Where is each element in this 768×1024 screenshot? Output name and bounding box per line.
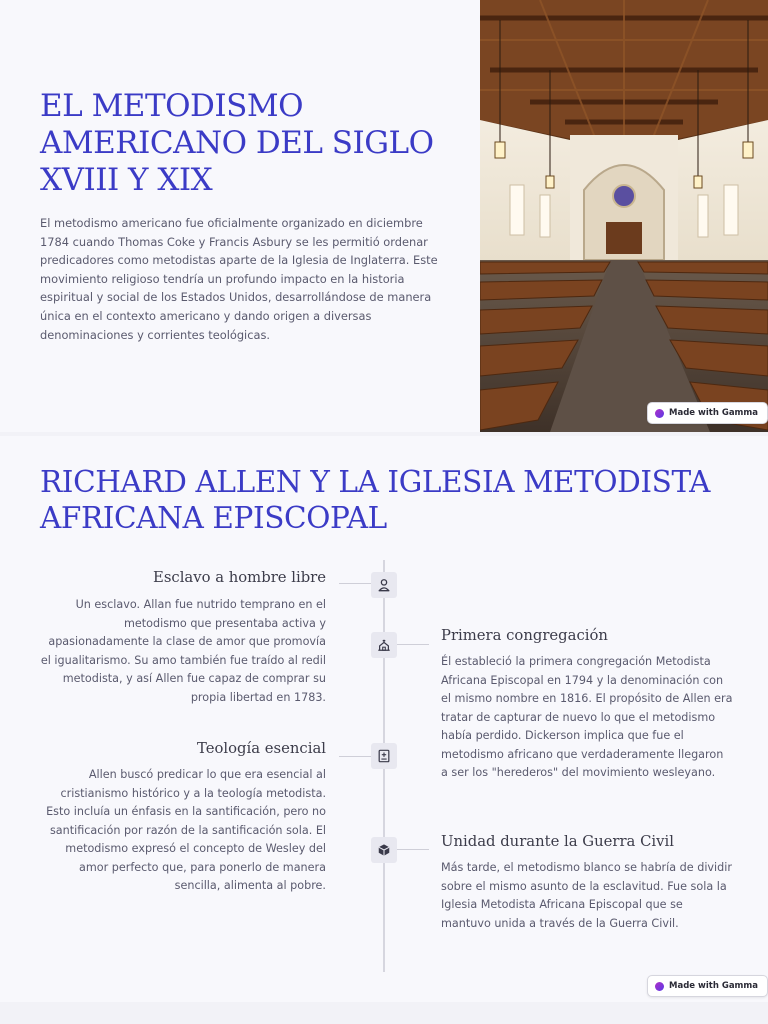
person-icon (377, 578, 391, 592)
timeline-node (371, 632, 397, 658)
event-title: Primera congregación (441, 627, 608, 644)
event-title: Unidad durante la Guerra Civil (441, 833, 674, 850)
gamma-logo-icon (655, 409, 664, 418)
gamma-logo-icon (655, 982, 664, 991)
event-title: Teología esencial (197, 740, 326, 757)
slide-title: RICHARD ALLEN Y LA IGLESIA METODISTA AFRICANA EPISCOPAL (40, 465, 711, 535)
cube-icon (377, 843, 391, 857)
book-icon (377, 749, 391, 763)
intro-paragraph: El metodismo americano fue oficialmente organizado en diciembre 1784 cuando Thomas Coke y Francis Asbury se les permitió ordenar predicadores como metodistas aparte de la Iglesia de Inglaterra. Este movimiento religioso tendría un profundo impacto en la historia espiritual y social de los Estados Unidos, desarrollándose de manera única en el contexto americano y dando origen a diversas denominaciones y corrientes teológicas. (40, 216, 438, 342)
made-with-gamma-badge[interactable] (647, 402, 768, 424)
badge-label: Made with Gamma (669, 408, 759, 418)
made-with-gamma-badge[interactable] (647, 975, 768, 997)
church-interior-image (480, 0, 768, 432)
event-body: Él estableció la primera congregación Metodista Africana Episcopal en 1794 y la denominación con el mismo nombre en 1816. El propósito de Allen era tratar de capturar de nuevo lo que el metodismo había perdido. Dickerson implica que fue el metodismo africano que verdaderamente llegaron a ser los "herederos" del movimiento wesleyano. (441, 655, 733, 779)
event-body: Más tarde, el metodismo blanco se habría de dividir sobre el mismo asunto de la esclavitud. Fue sola la Iglesia Metodista Africana Episcopal que se mantuvo unida a través de la Guerra Civil. (441, 861, 732, 930)
event-title: Esclavo a hombre libre (153, 569, 326, 586)
timeline-node (371, 837, 397, 863)
badge-label: Made with Gamma (669, 981, 759, 991)
timeline-connector (397, 644, 429, 645)
church-icon (377, 638, 391, 652)
timeline-connector (339, 583, 371, 584)
slide-richard-allen (0, 436, 768, 1002)
timeline-connector (397, 849, 429, 850)
event-body: Un esclavo. Allan fue nutrido temprano en el metodismo que presentaba activa y apasionadamente la clase de amor que promovía el igualitarismo. Su amo también fue traído al redil metodista, y así Allen fue capaz de comprar su propia libertad en 1783. (40, 598, 326, 704)
event-body: Allen buscó predicar lo que era esencial al cristianismo histórico y a la teología metodista. Esto incluía un énfasis en la santificación, pero no santificación por razón de la santificación sola. El metodismo expresó el concepto de Wesley del amor perfecto que, para ponerlo de manera sencilla, alimenta al pobre. (46, 768, 326, 892)
slide-title: EL METODISMO AMERICANO DEL SIGLO XVIII Y XIX (40, 88, 434, 198)
slide-methodism-intro (0, 0, 768, 432)
timeline-node (371, 743, 397, 769)
timeline-node (371, 572, 397, 598)
timeline-connector (339, 756, 371, 757)
